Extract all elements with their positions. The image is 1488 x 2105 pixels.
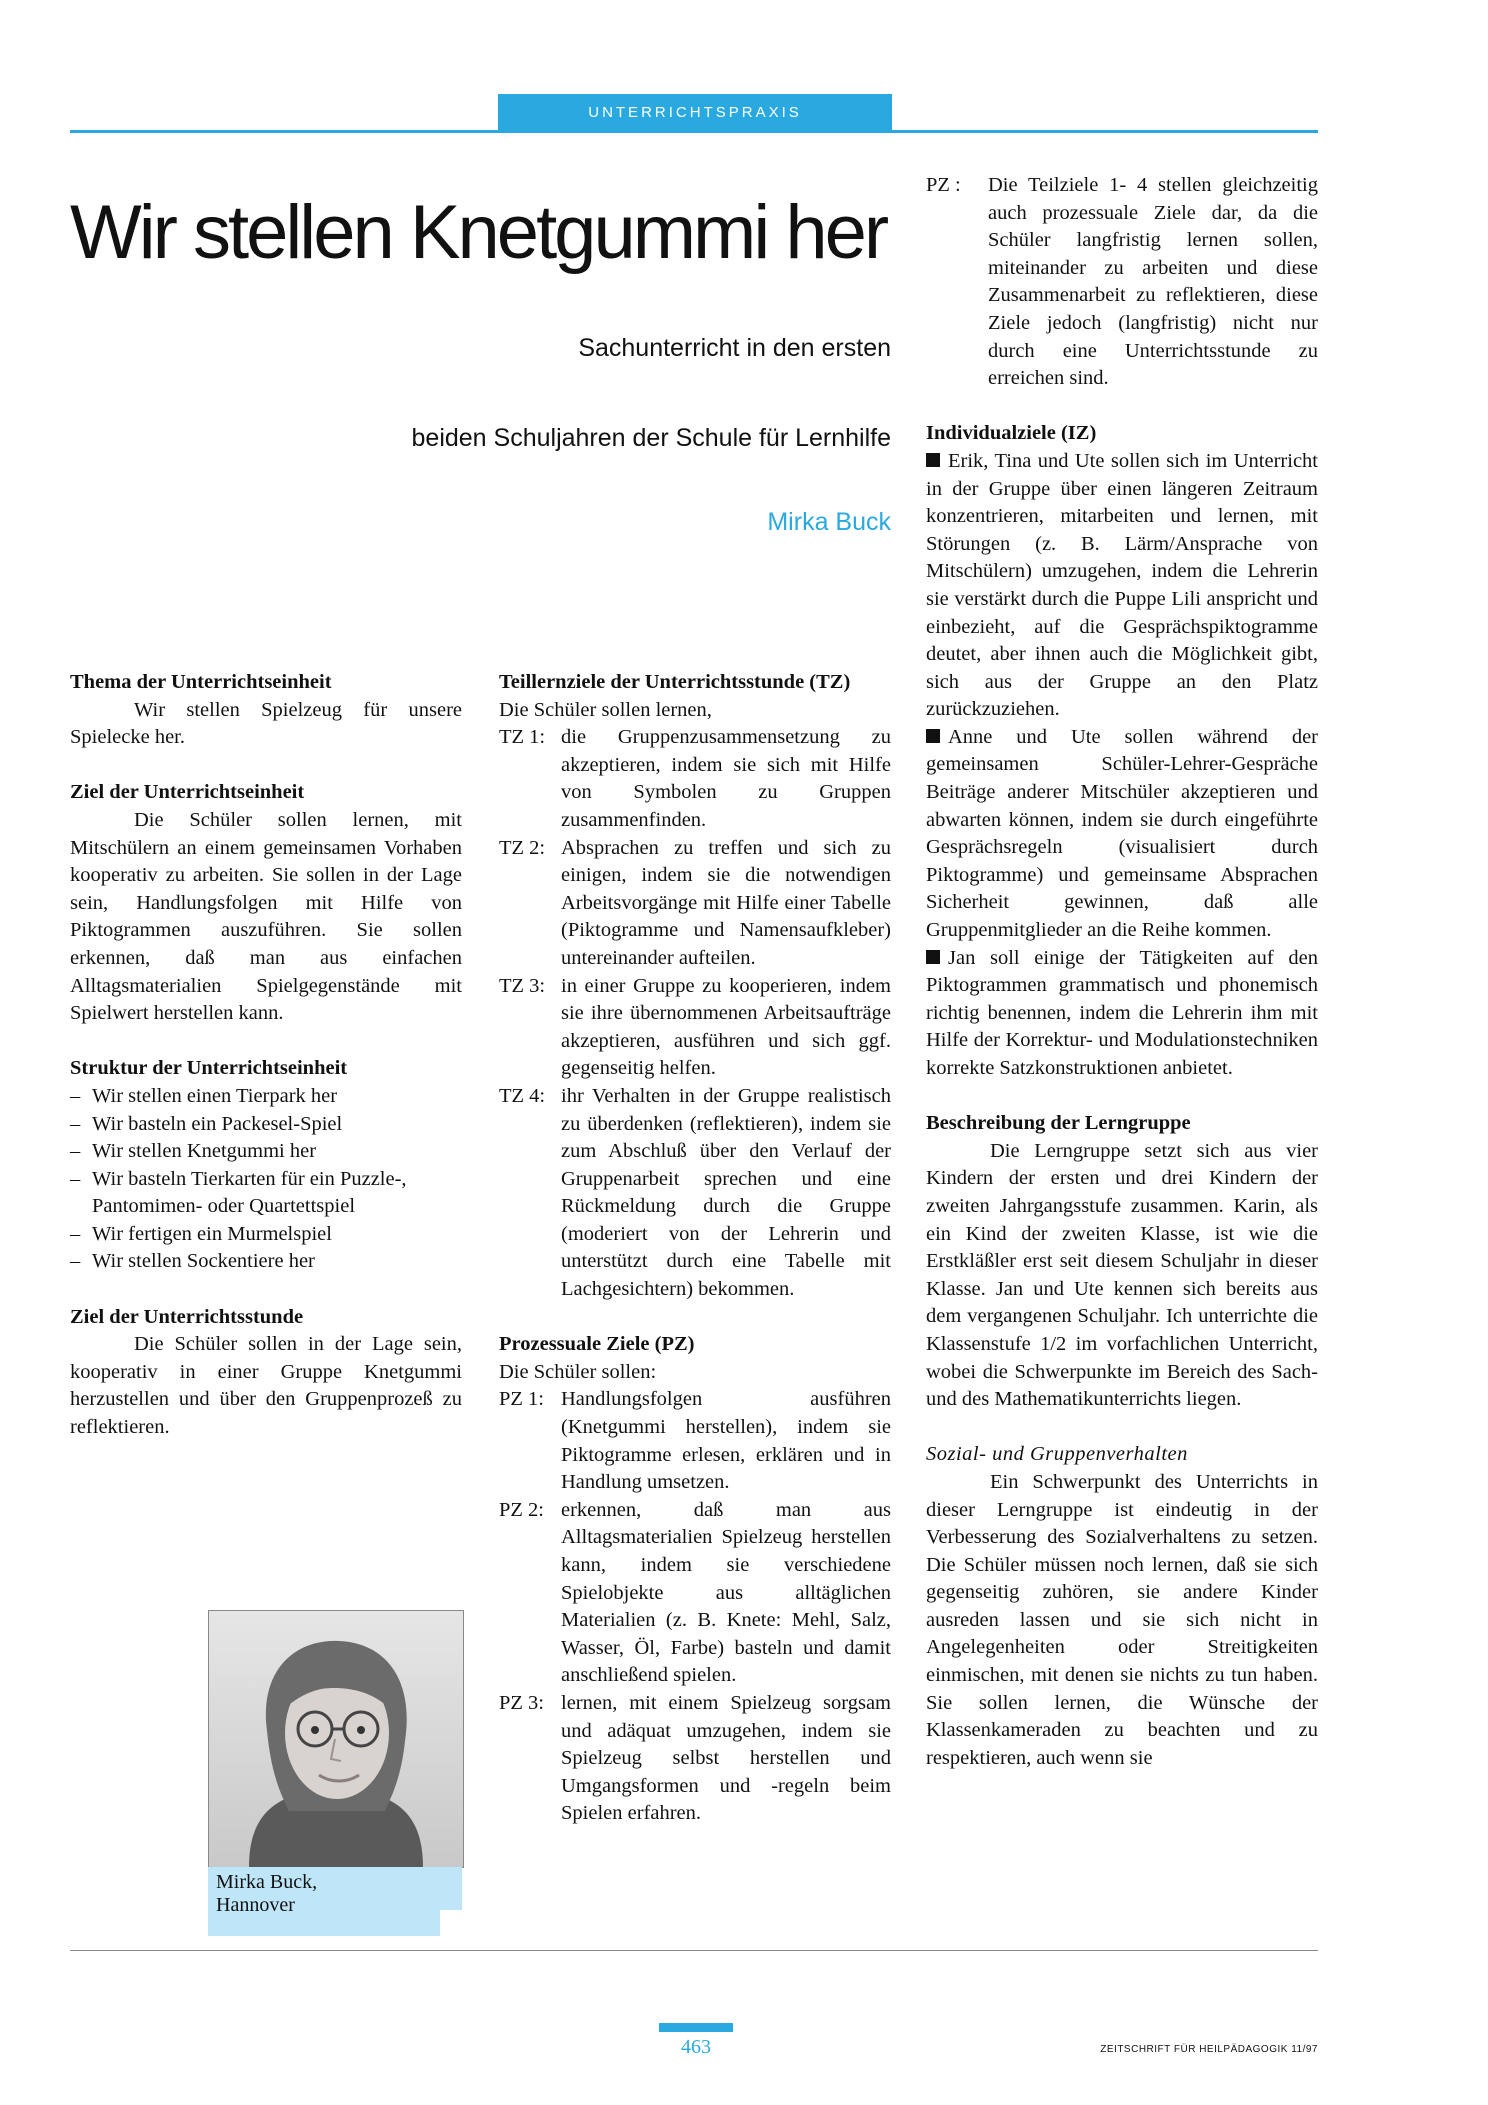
column-1 bbox=[70, 669, 462, 1442]
pz-heading: Prozessuale Ziele (PZ) bbox=[499, 1333, 695, 1356]
list-item: – Wir basteln ein Packesel-Spiel bbox=[70, 1112, 343, 1135]
caption-name: Mirka Buck, bbox=[216, 1871, 318, 1893]
column-3 bbox=[926, 172, 1318, 1772]
list-item: Jan soll einige der Tätigkeiten auf den Piktogrammen grammatisch und phonemisch richtig benennen, indem die Lehrerin ihm mit Hilfe der Korrektur- und Modulationstechniken korrekte Satzkonstruktionen anbietet. bbox=[926, 946, 1318, 1079]
list-item: – Wir basteln Tierkarten für ein Puzzle-, Pantomimen- oder Quartettspiel bbox=[70, 1167, 407, 1218]
caption-notch bbox=[440, 1910, 462, 1936]
header-rule bbox=[70, 130, 1318, 133]
page-number: 463 bbox=[681, 2036, 711, 2058]
list-item: – Wir stellen Sockentiere her bbox=[70, 1250, 315, 1273]
page-number-bar bbox=[659, 2023, 733, 2032]
square-bullet-icon bbox=[926, 729, 940, 743]
list-item: Erik, Tina und Ute sollen sich im Unterricht in der Gruppe über einen längeren Zeitraum konzentrieren, mitarbeiten und lernen, mit Störungen (z. B. Lärm/Ansprache von Mitschülern) umzugehen, indem die Lehrerin sie verstärkt durch die Puppe Lili anspricht und einbezieht, auf die Gesprächspiktogramme deutet, aber ihnen auch die Möglichkeit gibt, sich aus der Gruppe an den Platz zurückzuziehen. bbox=[926, 449, 1318, 721]
list-item: PZ 2: erkennen, daß man aus Alltagsmaterialien Spielzeug herstellen kann, indem sie verschiedene Spielobjekte aus alltäglichen Materialien (z. B. Knete: Mehl, Salz, Wasser, Öl, Farbe) basteln und damit anschließend spielen. bbox=[499, 1498, 891, 1687]
list-item: – Wir stellen einen Tierpark her bbox=[70, 1084, 338, 1107]
thema-text: Wir stellen Spielzeug für unsere Spielecke her. bbox=[70, 698, 462, 749]
pz-summary: PZ : Die Teilziele 1- 4 stellen gleichzeitig auch prozessuale Ziele dar, da die Schüler langfristig lernen sollen, miteinander zu arbeiten und diese Zusammenarbeit zu reflektieren, diese Ziele jedoch (langfristig) nicht nur durch eine Unterrichtsstunde zu erreichen sind. bbox=[926, 174, 1318, 390]
footer-rule bbox=[70, 1950, 1318, 1951]
struktur-list bbox=[70, 1083, 462, 1276]
journal-name: ZEITSCHRIFT FÜR HEILPÄDAGOGIK 11/97 bbox=[1100, 2044, 1318, 2055]
sozial-heading: Sozial- und Gruppenverhalten bbox=[926, 1443, 1188, 1466]
section-header-tab bbox=[498, 94, 892, 131]
section-label: UNTERRICHTSPRAXIS bbox=[588, 104, 802, 121]
square-bullet-icon bbox=[926, 453, 940, 467]
ziel-einheit-heading: Ziel der Unterrichtseinheit bbox=[70, 781, 305, 804]
list-item: TZ 1: die Gruppenzusammensetzung zu akzeptieren, indem sie sich mit Hilfe von Symbolen zu Gruppen zusammenfinden. bbox=[499, 726, 891, 831]
ziel-stunde-text: Die Schüler sollen in der Lage sein, kooperativ in einer Gruppe Knetgummi herzustellen und über den Gruppenprozeß zu reflektieren. bbox=[70, 1333, 462, 1439]
article-title: Wir stellen Knetgummi her bbox=[70, 190, 887, 275]
square-bullet-icon bbox=[926, 950, 940, 964]
list-item: – Wir fertigen ein Murmelspiel bbox=[70, 1222, 332, 1245]
pz-intro: Die Schüler sollen: bbox=[499, 1360, 657, 1383]
lerngruppe-text: Die Lerngruppe setzt sich aus vier Kindern der ersten und drei Kindern der zweiten Jahrgangsstufe zusammen. Karin, als ein Kind der zweiten Klasse, ist wie die Erstkläßler erst seit diesem Schuljahr in dieser Klasse. Jan und Ute kennen sich bereits aus dem vergangenen Schuljahr. Ich unterrichte die Klassenstufe 1/2 im vorfachlichen Unterricht, wobei die Schwerpunkte im Bereich des Sach- und des Mathematikunterrichts liegen. bbox=[926, 1139, 1318, 1411]
caption-city: Hannover bbox=[216, 1894, 295, 1916]
author-photo bbox=[208, 1610, 464, 1868]
list-item: PZ 3: lernen, mit einem Spielzeug sorgsam und adäquat umzugehen, indem sie Spielzeug selbst herstellen und Umgangsformen und -regeln beim Spielen erfahren. bbox=[499, 1691, 891, 1825]
list-item: – Wir stellen Knetgummi her bbox=[70, 1140, 317, 1163]
tz-heading: Teillernziele der Unterrichtsstunde (TZ) bbox=[499, 671, 851, 693]
column-2 bbox=[499, 669, 891, 1828]
list-item: PZ 1: Handlungsfolgen ausführen (Knetgummi herstellen), indem sie Piktogramme erlesen, erklären und in Handlung umsetzen. bbox=[499, 1388, 891, 1494]
ziel-einheit-text: Die Schüler sollen lernen, mit Mitschülern an einem gemeinsamen Vorhaben kooperativ zu arbeiten. Sie sollen in der Lage sein, Handlungsfolgen mit Hilfe von Piktogrammen auszuführen. Sie sollen erkennen, daß man aus einfachen Alltagsmaterialien Spielgegenstände mit Spielwert herstellen kann. bbox=[70, 808, 462, 1025]
list-item: Anne und Ute sollen während der gemeinsamen Schüler-Lehrer-Gespräche Beiträge anderer Mitschüler akzeptieren und abwarten können, indem sie durch eingeführte Gesprächsregeln (visualisiert durch Piktogramme) und gemeinsame Absprachen Sicherheit gewinnen, daß alle Gruppenmitglieder an die Reihe kommen. bbox=[926, 725, 1318, 942]
list-item: TZ 4: ihr Verhalten in der Gruppe realistisch zu überdenken (reflektieren), indem sie zum Abschluß über den Verlauf der Gruppenarbeit sprechen und eine Rückmeldung durch die Gruppe (moderiert von der Lehrerin und unterstützt durch eine Tabelle mit Lachgesichtern) bekommen. bbox=[499, 1084, 891, 1301]
sozial-text: Ein Schwerpunkt des Unterrichts in dieser Lerngruppe ist eindeutig in der Verbesserung des Sozialverhaltens zu setzen. Die Schüler müssen noch lernen, daß sie sich gegenseitig zuhören, sie andere Kinder ausreden lassen und sie sich nicht in Angelegenheiten oder Streitigkeiten einmischen, mit denen sie nichts zu tun haben. Sie sollen lernen, die Wünsche der Klassenkameraden zu beachten und zu respektieren, auch wenn sie bbox=[926, 1470, 1318, 1769]
article-author: Mirka Buck bbox=[767, 508, 891, 536]
ziel-stunde-heading: Ziel der Unterrichtsstunde bbox=[70, 1305, 304, 1328]
article-subtitle-line1: Sachunterricht in den ersten bbox=[578, 334, 891, 362]
article-subtitle-line2: beiden Schuljahren der Schule für Lernhilfe bbox=[411, 424, 891, 452]
tz-intro: Die Schüler sollen lernen, bbox=[499, 698, 712, 721]
iz-heading: Individualziele (IZ) bbox=[926, 422, 1097, 445]
list-item: TZ 3: in einer Gruppe zu kooperieren, indem sie ihre übernommenen Arbeitsaufträge akzeptieren, ausführen und sich ggf. gegenseitig helfen. bbox=[499, 974, 891, 1080]
thema-heading: Thema der Unterrichtseinheit bbox=[70, 671, 332, 693]
photo-caption bbox=[208, 1867, 462, 1936]
lerngruppe-heading: Beschreibung der Lerngruppe bbox=[926, 1112, 1191, 1135]
struktur-heading: Struktur der Unterrichtseinheit bbox=[70, 1057, 348, 1080]
list-item: TZ 2: Absprachen zu treffen und sich zu einigen, indem sie die notwendigen Arbeitsvorgänge mit Hilfe einer Tabelle (Piktogramme und Namensaufkleber) untereinander aufteilen. bbox=[499, 836, 891, 969]
